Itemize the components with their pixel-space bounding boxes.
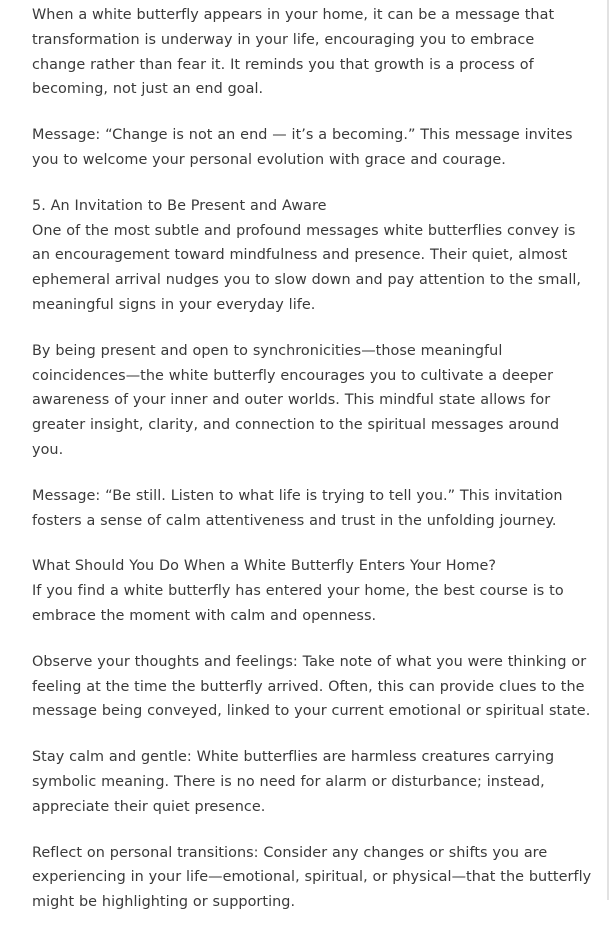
paragraph-synchronicities (32, 339, 592, 463)
paragraph-observe-thoughts (32, 650, 592, 724)
section-heading: What Should You Do When a White Butterfly Enters Your Home? (32, 558, 497, 575)
paragraph-reflect-transitions (32, 841, 592, 915)
paragraph-text: Stay calm and gentle: White butterflies are harmless creatures carrying symbolic meaning. There is no need for alarm or disturbance; instead, appreciate their quiet presence. (32, 749, 555, 815)
paragraph-message-change (32, 123, 592, 173)
paragraph-stay-calm (32, 745, 592, 819)
paragraph-text: One of the most subtle and profound messages white butterflies convey is an encouragement toward mindfulness and presence. Their quiet, almost ephemeral arrival nudges you to slow down and pay attention to the small, meaningful signs in your everyday life. (32, 222, 582, 313)
paragraph-text: By being present and open to synchronicities—those meaningful coincidences—the white butterfly encourages you to cultivate a deeper awareness of your inner and outer worlds. This mindful state allows for greater insight, clarity, and connection to the spiritual messages around you. (32, 342, 560, 458)
paragraph-text: If you find a white butterfly has entered your home, the best course is to embrace the moment with calm and openness. (32, 583, 564, 624)
paragraph-text: Observe your thoughts and feelings: Take note of what you were thinking or feeling at the time the butterfly arrived. Often, this can provide clues to the message being conveyed, linked to your current emotional or spiritual state. (32, 653, 591, 720)
paragraph-text: Message: “Change is not an end — it’s a becoming.” This message invites you to welcome your personal evolution with grace and courage. (32, 127, 573, 168)
paragraph-text: When a white butterfly appears in your home, it can be a message that transformation is underway in your life, encouraging you to embrace change rather than fear it. It reminds you that growth is a process of becoming, not just an end goal. (32, 7, 555, 98)
section-heading: 5. An Invitation to Be Present and Aware (32, 197, 327, 214)
paragraph-text: Reflect on personal transitions: Consider any changes or shifts you are experiencing in your life—emotional, spiritual, or physical—that the butterfly might be highlighting or supporting. (32, 844, 592, 911)
paragraph-text: Message: “Be still. Listen to what life is trying to tell you.” This invitation fosters a sense of calm attentiveness and trust in the unfolding journey. (32, 487, 563, 529)
paragraph-message-be-still (32, 484, 592, 534)
section-present-and-aware (32, 194, 592, 318)
paragraph-transformation (32, 3, 592, 102)
section-what-to-do (32, 554, 592, 628)
article-body (32, 3, 592, 936)
